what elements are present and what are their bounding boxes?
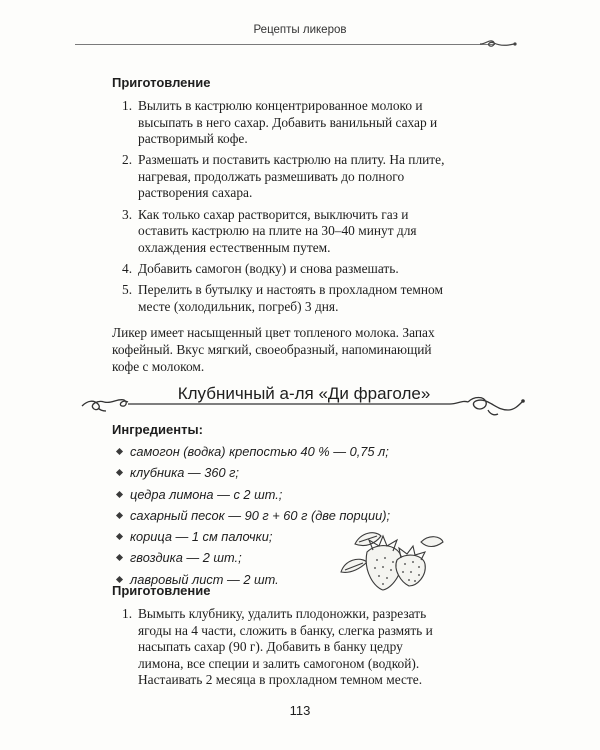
diamond-bullet-icon [116, 576, 123, 583]
diamond-bullet-icon [116, 448, 123, 455]
recipe-title: Клубничный а-ля «Ди фраголе» [177, 384, 431, 403]
step-text: Вымыть клубнику, удалить плодоножки, разрезать ягоды на 4 части, сложить в банку, слегка размять и насыпать сахар (90 г). Добавить в банку цедру лимона, все специи и залить самогоном (водкой). Настаивать 2 месяца в прохладном темном месте. [138, 606, 433, 688]
step-number: 1. [122, 606, 133, 621]
section-heading: Приготовление [112, 583, 211, 598]
preparation-section-2 [112, 583, 448, 689]
diamond-bullet-icon [116, 491, 123, 498]
ingredient-text: гвоздика — 2 шт.; [130, 550, 242, 566]
step-item [112, 606, 448, 689]
step-item [112, 207, 448, 257]
step-number: 3. [122, 206, 133, 222]
ingredient-text: корица — 1 см палочки; [130, 529, 273, 545]
strawberry-illustration-icon [335, 522, 445, 592]
diamond-bullet-icon [116, 533, 123, 540]
diamond-bullet-icon [116, 554, 123, 561]
section-heading: Приготовление [112, 75, 211, 90]
preparation-steps [112, 98, 448, 315]
ingredient-item [112, 465, 448, 481]
step-text: Размешать и поставить кастрюлю на плиту. На плите, нагревая, продолжать размешивать до полного растворения сахара. [138, 152, 445, 201]
ingredient-text: цедра лимона — с 2 шт.; [130, 486, 283, 502]
header-rule [75, 44, 495, 45]
liqueur-description: Ликер имеет насыщенный цвет топленого молока. Запах кофейный. Вкус мягкий, своеобразный, напоминающий кофе с молоком. [112, 325, 435, 375]
step-number: 4. [122, 260, 133, 276]
running-header: Рецепты ликеров [253, 24, 347, 36]
page-number: 113 [289, 703, 311, 718]
preparation-section-1 [112, 75, 448, 375]
step-text: Как только сахар растворится, выключить газ и оставить кастрюлю на плите на 30–40 минут для охлаждения естественным путем. [138, 206, 417, 255]
diamond-bullet-icon [116, 469, 123, 476]
diamond-bullet-icon [116, 512, 123, 519]
step-text: Добавить самогон (водку) и снова размешать. [138, 260, 399, 276]
step-item [112, 261, 448, 278]
ingredient-item [112, 487, 448, 503]
preparation-steps [112, 606, 448, 689]
ingredients-heading: Ингредиенты: [112, 422, 203, 437]
step-item [112, 282, 448, 315]
header-flourish-icon [478, 38, 518, 52]
step-number: 1. [122, 98, 133, 113]
ingredient-text: сахарный песок — 90 г + 60 г (две порции); [130, 507, 391, 523]
ingredient-text: клубника — 360 г; [130, 465, 239, 481]
recipe-title-block [78, 380, 530, 420]
ingredient-item [112, 444, 448, 460]
step-number: 5. [122, 281, 133, 297]
ingredient-text: лавровый лист — 2 шт. [130, 571, 279, 587]
ingredient-text: самогон (водка) крепостью 40 % — 0,75 л; [130, 444, 389, 459]
step-item [112, 152, 448, 202]
step-text: Перелить в бутылку и настоять в прохладном темном месте (холодильник, погреб) 3 дня. [138, 281, 443, 314]
step-text: Вылить в кастрюлю концентрированное молоко и высыпать в него сахар. Добавить ванильный сахар и растворимый кофе. [138, 98, 438, 147]
step-number: 2. [122, 152, 133, 168]
step-item [112, 98, 448, 148]
